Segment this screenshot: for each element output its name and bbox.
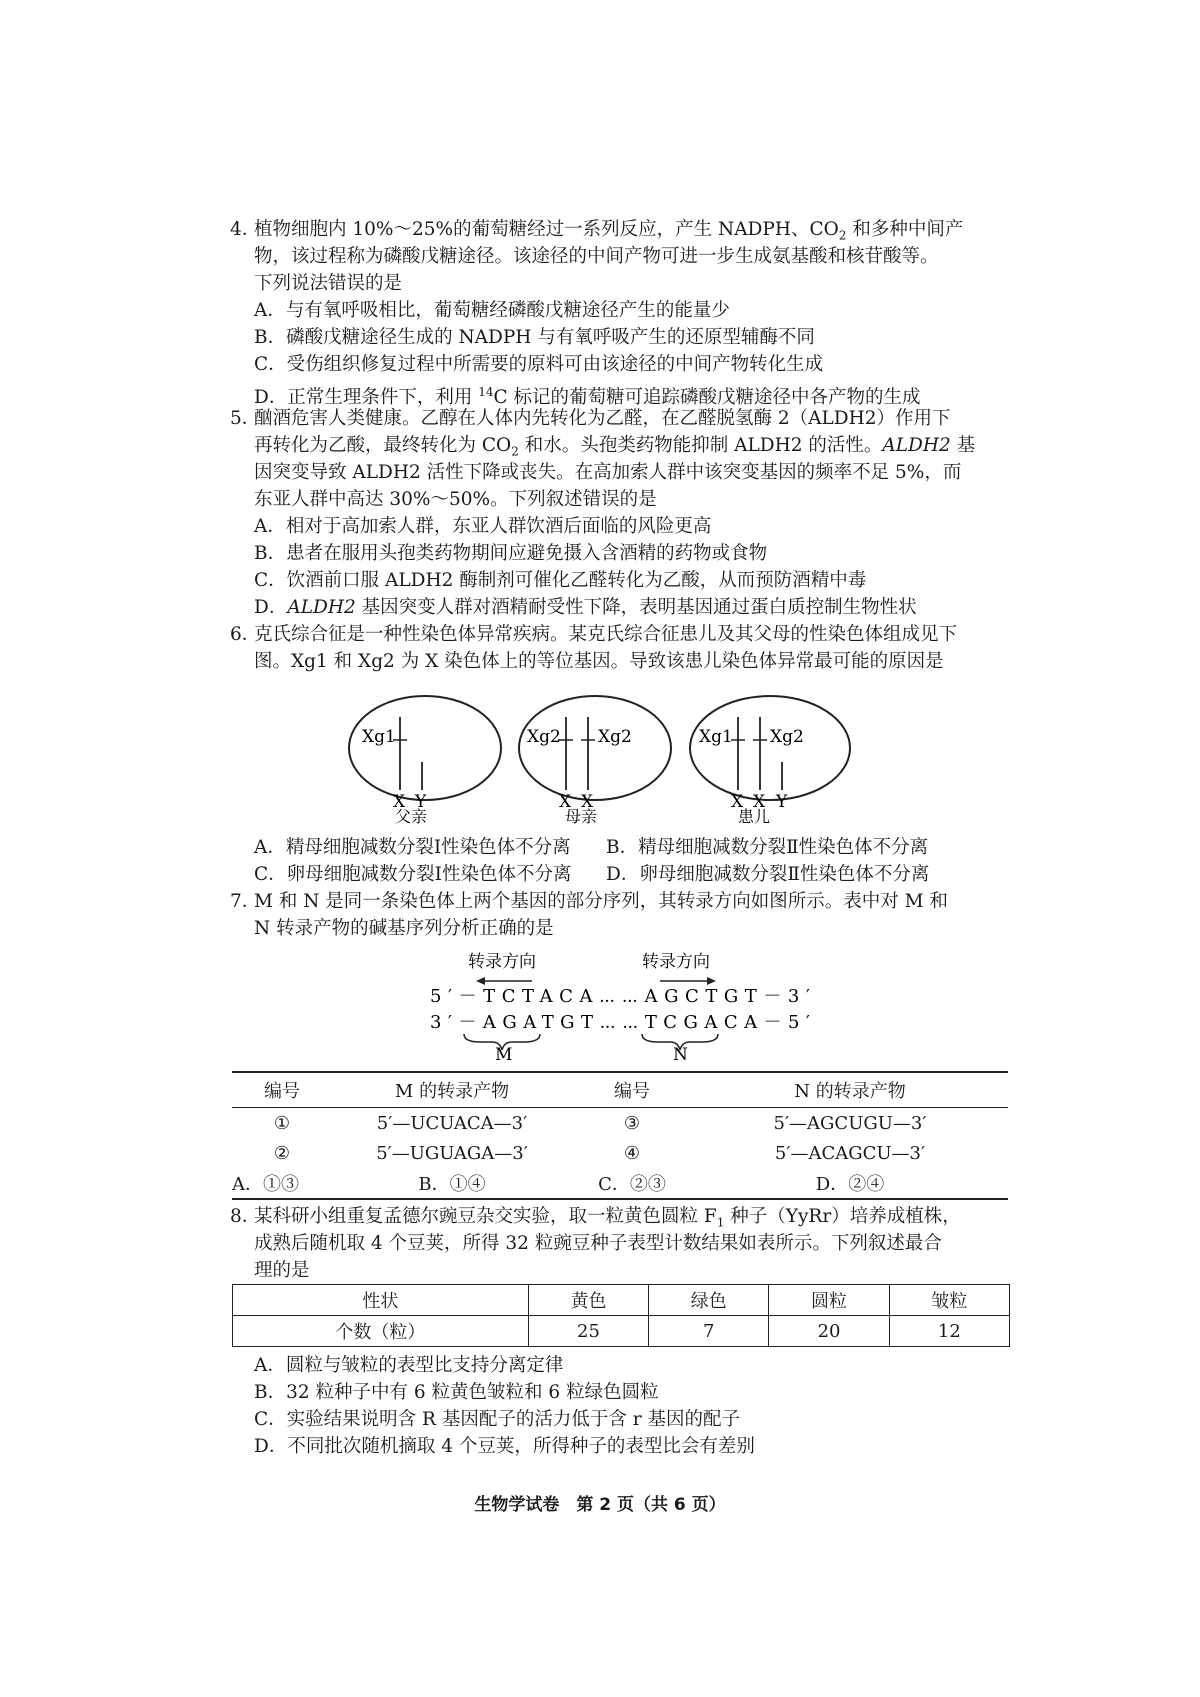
q7-options-row	[232, 1168, 1008, 1199]
q7-header-cell: N 的转录产物	[692, 1072, 1008, 1108]
mother-chrom-x2: X	[581, 792, 594, 812]
q4-option-c: C．受伤组织修复过程中所需要的原料可由该途径的中间产物转化生成	[254, 354, 824, 375]
child-chrom-x2: X	[753, 792, 766, 812]
mother-cell	[519, 696, 671, 826]
gene-label-n: N	[673, 1045, 688, 1062]
q7-stem-line-2: N 转录产物的碱基序列分析正确的是	[254, 918, 554, 939]
mother-cell-outline	[519, 696, 671, 800]
direction-label-n: 转录方向	[642, 952, 710, 972]
chromosome-figure	[340, 692, 860, 827]
q7-cell: ②	[273, 1142, 291, 1164]
child-gene-label-right: Xg2	[770, 727, 804, 747]
arrowhead-left	[476, 977, 485, 985]
q7-cell: ①	[273, 1112, 291, 1134]
q7-cell: ④	[623, 1142, 641, 1164]
q6-option-b: B．精母细胞减数分裂Ⅱ性染色体不分离	[606, 837, 929, 858]
child-label: 患儿	[738, 807, 771, 826]
q7-stem-line-1: 7．M 和 N 是同一条染色体上两个基因的部分序列，其转录方向如图所示。表中对 M 和	[230, 891, 948, 912]
father-cell-outline	[349, 696, 501, 800]
q8-header-cell: 黄色	[528, 1285, 648, 1316]
q8-option-a: A．圆粒与皱粒的表型比支持分离定律	[254, 1355, 564, 1376]
page-footer: 生物学试卷 第 2 页（共 6 页）	[474, 1495, 726, 1515]
child-gene-label-left: Xg1	[699, 727, 733, 747]
q7-table-row	[232, 1138, 1008, 1168]
q5-option-d: D．ALDH2 基因突变人群对酒精耐受性下降，表明基因通过蛋白质控制生物性状	[254, 597, 917, 618]
q8-header-cell: 性状	[233, 1285, 529, 1316]
q8-option-d: D．不同批次随机摘取 4 个豆荚，所得种子的表型比会有差别	[254, 1436, 755, 1457]
q4-stem-line-3: 下列说法错误的是	[254, 273, 403, 294]
mother-gene-label-right: Xg2	[598, 727, 632, 747]
child-cell	[690, 696, 850, 826]
q8-header-cell: 皱粒	[889, 1285, 1009, 1316]
mother-gene-label-left: Xg2	[527, 727, 561, 747]
q8-table-row	[233, 1316, 1010, 1347]
father-chrom-x: X	[393, 792, 406, 812]
q7-cell: 5′—ACAGCU—3′	[774, 1142, 926, 1164]
q8-option-b: B．32 粒种子中有 6 粒黄色皱粒和 6 粒绿色圆粒	[254, 1382, 659, 1403]
child-cell-outline	[690, 696, 850, 800]
father-chrom-y: Y	[415, 792, 427, 812]
q8-cell: 7	[649, 1316, 769, 1347]
q7-header-cell: 编号	[572, 1072, 692, 1108]
q5-stem-line-4: 东亚人群中高达 30%～50%。下列叙述错误的是	[254, 489, 657, 510]
father-label: 父亲	[395, 807, 428, 826]
q7-table-row	[232, 1108, 1008, 1139]
q8-header-cell: 圆粒	[769, 1285, 889, 1316]
q7-option-b: B．①④	[332, 1168, 572, 1199]
dna-figure	[420, 947, 820, 1062]
q5-stem-line-2: 再转化为乙酸，最终转化为 $CO_2$ 和水。头孢类药物能抑制 ALDH2 的活性。ALDH2 基	[254, 435, 976, 459]
q8-table	[232, 1284, 1010, 1347]
q6-option-a: A．精母细胞减数分裂Ⅰ性染色体不分离	[254, 837, 571, 858]
q7-option-c: C．②③	[572, 1168, 692, 1199]
q4-option-b: B．磷酸戊糖途径生成的 NADPH 与有氧呼吸产生的还原型辅酶不同	[254, 327, 815, 348]
q8-cell: 20	[769, 1316, 889, 1347]
q6-option-d: D．卵母细胞减数分裂Ⅱ性染色体不分离	[606, 864, 930, 885]
q7-table-header	[232, 1072, 1008, 1108]
dna-strand-top: 5′－TCTACA⋯⋯AGCTGT－3′	[430, 986, 810, 1007]
q8-stem-line-3: 理的是	[254, 1260, 310, 1281]
q4-option-a: A．与有氧呼吸相比，葡萄糖经磷酸戊糖途径产生的能量少	[254, 300, 730, 321]
q5-stem-line-3: 因突变导致 ALDH2 活性下降或丧失。在高加索人群中该突变基因的频率不足 5%，而	[254, 462, 962, 483]
father-gene-label: Xg1	[362, 727, 396, 747]
dna-strand-bottom: 3′－AGATGT⋯⋯TCGACA－5′	[430, 1012, 810, 1033]
direction-label-m: 转录方向	[468, 952, 536, 972]
q5-option-a: A．相对于高加索人群，东亚人群饮酒后面临的风险更高	[254, 516, 712, 537]
mother-label: 母亲	[565, 807, 598, 826]
q5-option-c: C．饮酒前口服 ALDH2 酶制剂可催化乙醛转化为乙酸，从而预防酒精中毒	[254, 570, 867, 591]
child-chrom-y: Y	[776, 792, 788, 812]
q4-stem-line-1: 4．植物细胞内 10%～25%的葡萄糖经过一系列反应，产生 NADPH、$CO_2$ 和多种中间产	[230, 219, 964, 243]
q8-header-cell: 绿色	[649, 1285, 769, 1316]
mother-chrom-x1: X	[559, 792, 572, 812]
q8-cell: 12	[889, 1316, 1009, 1347]
q8-cell: 个数（粒）	[233, 1316, 529, 1347]
arrowhead-right	[707, 977, 716, 985]
q7-header-cell: M 的转录产物	[332, 1072, 572, 1108]
q6-stem-line-1: 6．克氏综合征是一种性染色体异常疾病。某克氏综合征患儿及其父母的性染色体组成见下	[230, 624, 958, 645]
q5-option-b: B．患者在服用头孢类药物期间应避免摄入含酒精的药物或食物	[254, 543, 768, 564]
q4-stem-line-2: 物，该过程称为磷酸戊糖途径。该途径的中间产物可进一步生成氨基酸和核苷酸等。	[254, 246, 939, 267]
q6-stem-line-2: 图。Xg1 和 Xg2 为 X 染色体上的等位基因。导致该患儿染色体异常最可能的原因是	[254, 651, 944, 672]
q8-cell: 25	[528, 1316, 648, 1347]
father-cell	[349, 696, 501, 826]
q7-option-a: A．①③	[232, 1168, 332, 1199]
child-chrom-x1: X	[731, 792, 744, 812]
q5-stem-line-1: 5．酗酒危害人类健康。乙醇在人体内先转化为乙醛，在乙醛脱氢酶 2（ALDH2）作用下	[230, 408, 951, 429]
q4-option-d: D．正常生理条件下，利用 $^{14}$C 标记的葡萄糖可追踪磷酸戊糖途径中各产物的生成	[254, 385, 921, 409]
q6-option-c: C．卵母细胞减数分裂Ⅰ性染色体不分离	[254, 864, 572, 885]
q7-header-cell: 编号	[232, 1072, 332, 1108]
q7-cell: ③	[623, 1112, 641, 1134]
q8-table-header	[233, 1285, 1010, 1316]
q7-cell: 5′—UGUAGA—3′	[376, 1142, 528, 1164]
q7-option-d: D．②④	[692, 1168, 1008, 1199]
q8-stem-line-2: 成熟后随机取 4 个豆荚，所得 32 粒豌豆种子表型计数结果如表所示。下列叙述最合	[254, 1233, 942, 1254]
q7-table	[232, 1071, 1008, 1200]
q7-cell: 5′—AGCUGU—3′	[773, 1112, 927, 1134]
q8-stem-line-1: 8．某科研小组重复孟德尔豌豆杂交实验，取一粒黄色圆粒 $F_1$ 种子（YyRr）培养成植株，	[230, 1206, 961, 1230]
q7-cell: 5′—UCUACA—3′	[376, 1112, 528, 1134]
q8-option-c: C．实验结果说明含 R 基因配子的活力低于含 r 基因的配子	[254, 1409, 740, 1430]
gene-label-m: M	[495, 1045, 513, 1062]
